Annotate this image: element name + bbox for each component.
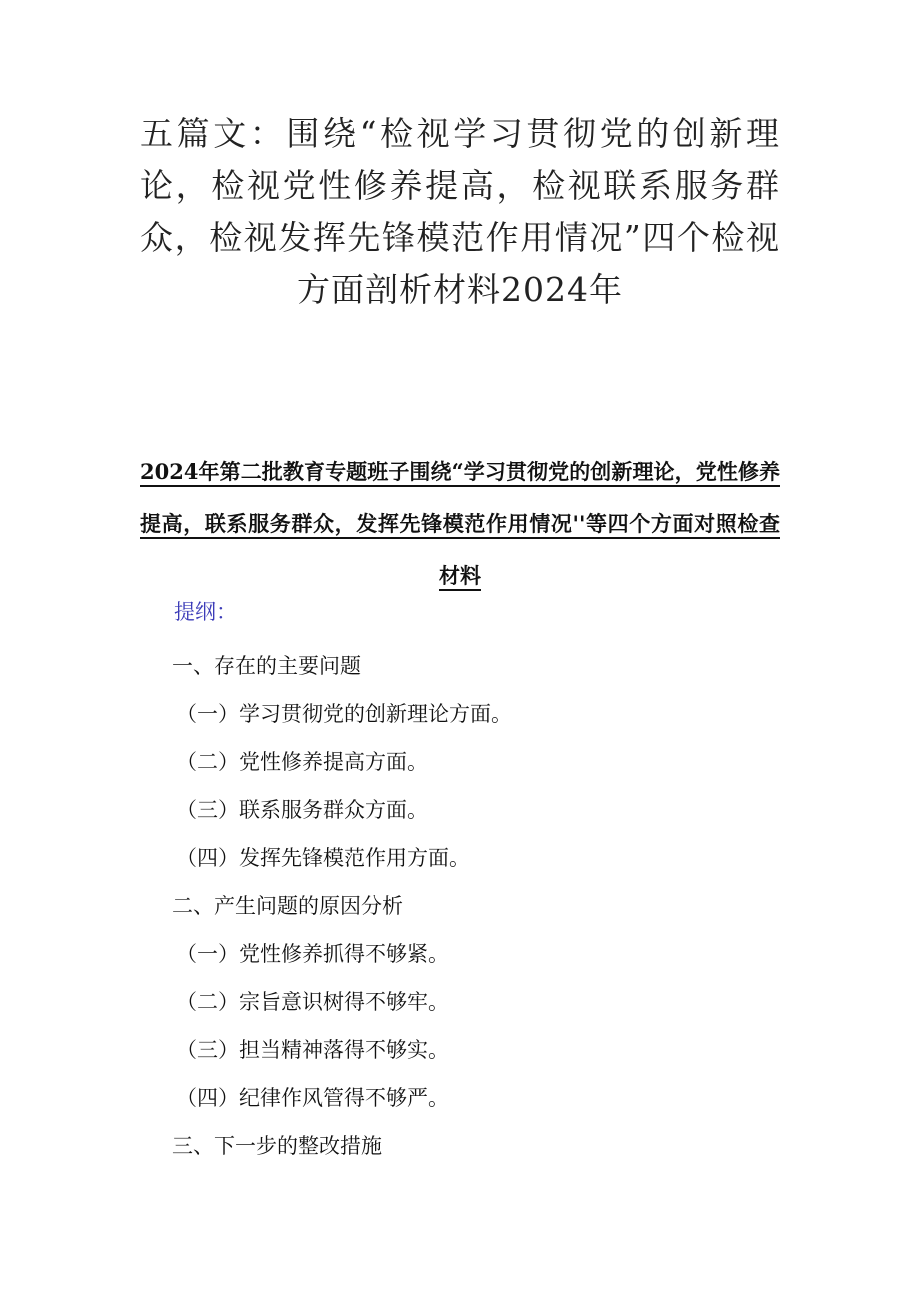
outline-list	[172, 642, 512, 1170]
outline-heading: 二、产生问题的原因分析	[172, 894, 403, 918]
outline-item: （二）宗旨意识树得不够牢。	[176, 990, 449, 1014]
outline-item: （二）党性修养提高方面。	[176, 750, 428, 774]
outline-item: （四）纪律作风管得不够严。	[176, 1086, 449, 1110]
outline-item: （三）担当精神落得不够实。	[176, 1038, 449, 1062]
outline-item: （一）党性修养抓得不够紧。	[176, 942, 449, 966]
outline-item: （一）学习贯彻党的创新理论方面。	[176, 702, 512, 726]
outline-item: （三）联系服务群众方面。	[176, 798, 428, 822]
outline-heading: 一、存在的主要问题	[172, 654, 361, 678]
outline-label: 提纲：	[174, 600, 237, 624]
outline-heading: 三、下一步的整改措施	[172, 1134, 382, 1158]
section-title: 2024年第二批教育专题班子围绕“学习贯彻党的创新理论，党性修养提高，联系服务群众，发挥先锋模范作用情况''等四个方面对照检查材料	[140, 459, 780, 588]
document-title: 五篇文：围绕“检视学习贯彻党的创新理论，检视党性修养提高，检视联系服务群众，检视发挥先锋模范作用情况”四个检视方面剖析材料2024年	[140, 114, 780, 309]
outline-item: （四）发挥先锋模范作用方面。	[176, 846, 470, 870]
